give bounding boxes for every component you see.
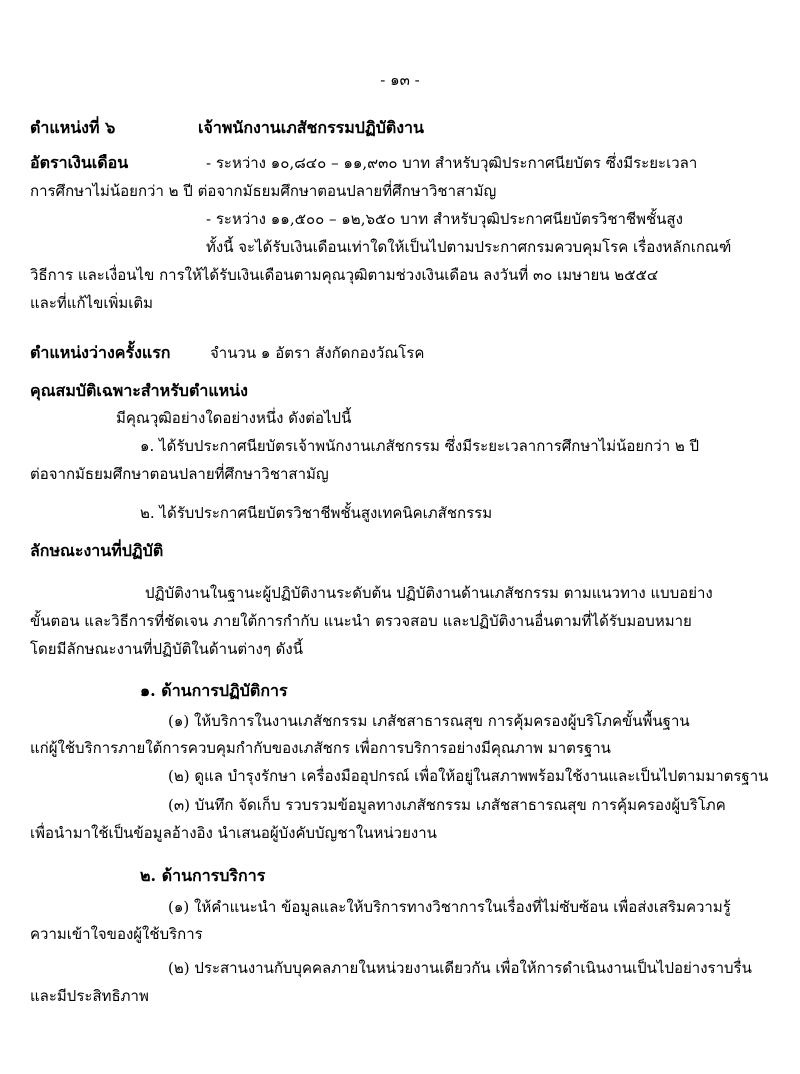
qualifications-heading: คุณสมบัติเฉพาะสำหรับตำแหน่ง <box>30 381 248 400</box>
section-2-heading: ๒. ด้านการบริการ <box>140 866 266 885</box>
section-1-item-1-line-2: แก่ผู้ใช้บริการภายใต้การควบคุมกำกับของเภสัชกร เพื่อการบริการอย่างมีคุณภาพ มาตรฐาน <box>30 739 611 757</box>
qualification-item-1-line-2: ต่อจากมัธยมศึกษาตอนปลายที่ศึกษาวิชาสามัญ <box>30 465 329 483</box>
section-1-item-3-line-1: (๓) บันทึก จัดเก็บ รวบรวมข้อมูลทางเภสัชกรรม เภสัชสาธารณสุข การคุ้มครองผู้บริโภค <box>168 796 726 814</box>
qualifications-intro: มีคุณวุฒิอย่างใดอย่างหนึ่ง ดังต่อไปนี้ <box>116 409 352 427</box>
section-2-item-2-line-2: และมีประสิทธิภาพ <box>30 987 149 1005</box>
section-2-item-2-line-1: (๒) ประสานงานกับบุคคลภายในหน่วยงานเดียวกัน เพื่อให้การดำเนินงานเป็นไปอย่างราบรื่น <box>168 959 752 977</box>
section-1-item-2: (๒) ดูแล บำรุงรักษา เครื่องมืออุปกรณ์ เพื่อให้อยู่ในสภาพพร้อมใช้งานและเป็นไปตามมาตรฐาน <box>168 767 769 785</box>
section-1-item-3-line-2: เพื่อนำมาใช้เป็นข้อมูลอ้างอิง นำเสนอผู้บังคับบัญชาในหน่วยงาน <box>30 824 437 842</box>
qualification-item-1-line-1: ๑. ได้รับประกาศนียบัตรเจ้าพนักงานเภสัชกรรม ซึ่งมีระยะเวลาการศึกษาไม่น้อยกว่า ๒ ปี <box>140 437 700 455</box>
position-title: เจ้าพนักงานเภสัชกรรมปฏิบัติงาน <box>198 118 424 137</box>
section-2-item-1-line-2: ความเข้าใจของผู้ใช้บริการ <box>30 925 203 943</box>
qualification-item-2: ๒. ได้รับประกาศนียบัตรวิชาชีพชั้นสูงเทคนิคเภสัชกรรม <box>140 504 493 522</box>
vacancy-text: จำนวน ๑ อัตรา สังกัดกองวัณโรค <box>210 344 425 362</box>
duties-intro-line-1: ปฏิบัติงานในฐานะผู้ปฏิบัติงานระดับต้น ปฏิบัติงานด้านเภสัชกรรม ตามแนวทาง แบบอย่าง <box>145 584 713 602</box>
section-1-heading: ๑. ด้านการปฏิบัติการ <box>140 681 288 700</box>
vacancy-heading: ตำแหน่งว่างครั้งแรก <box>30 343 171 362</box>
section-2-item-1-line-1: (๑) ให้คำแนะนำ ข้อมูลและให้บริการทางวิชาการในเรื่องที่ไม่ซับซ้อน เพื่อส่งเสริมความรู้ <box>168 898 731 916</box>
section-1-item-1-line-1: (๑) ให้บริการในงานเภสัชกรรม เภสัชสาธารณสุข การคุ้มครองผู้บริโภคขั้นพื้นฐาน <box>168 712 690 730</box>
salary-line-6: และที่แก้ไขเพิ่มเติม <box>30 294 154 312</box>
position-label: ตำแหน่งที่ ๖ <box>30 118 116 137</box>
salary-line-1: - ระหว่าง ๑๐,๘๔๐ – ๑๑,๙๓๐ บาท สำหรับวุฒิประกาศนียบัตร ซึ่งมีระยะเวลา <box>206 154 698 172</box>
salary-line-3: - ระหว่าง ๑๑,๕๐๐ – ๑๒,๖๕๐ บาท สำหรับวุฒิประกาศนียบัตรวิชาชีพชั้นสูง <box>206 210 683 228</box>
duties-intro-line-3: โดยมีลักษณะงานที่ปฏิบัติในด้านต่างๆ ดังนี้ <box>30 640 303 658</box>
duties-intro-line-2: ขั้นตอน และวิธีการที่ชัดเจน ภายใต้การกำกับ แนะนำ ตรวจสอบ และปฏิบัติงานอื่นตามที่ได้รับมอบหมาย <box>30 612 692 630</box>
salary-line-2: การศึกษาไม่น้อยกว่า ๒ ปี ต่อจากมัธยมศึกษาตอนปลายที่ศึกษาวิชาสามัญ <box>30 182 497 200</box>
salary-heading: อัตราเงินเดือน <box>30 153 129 172</box>
duties-heading: ลักษณะงานที่ปฏิบัติ <box>30 541 164 560</box>
salary-line-5: วิธีการ และเงื่อนไข การให้ได้รับเงินเดือนตามคุณวุฒิตามช่วงเงินเดือน ลงวันที่ ๓๐ เมษายน ๒๕๕๔ <box>30 266 659 284</box>
salary-line-4: ทั้งนี้ จะได้รับเงินเดือนเท่าใดให้เป็นไปตามประกาศกรมควบคุมโรค เรื่องหลักเกณฑ์ <box>206 238 732 256</box>
page-number: - ๑๓ - <box>380 71 420 89</box>
